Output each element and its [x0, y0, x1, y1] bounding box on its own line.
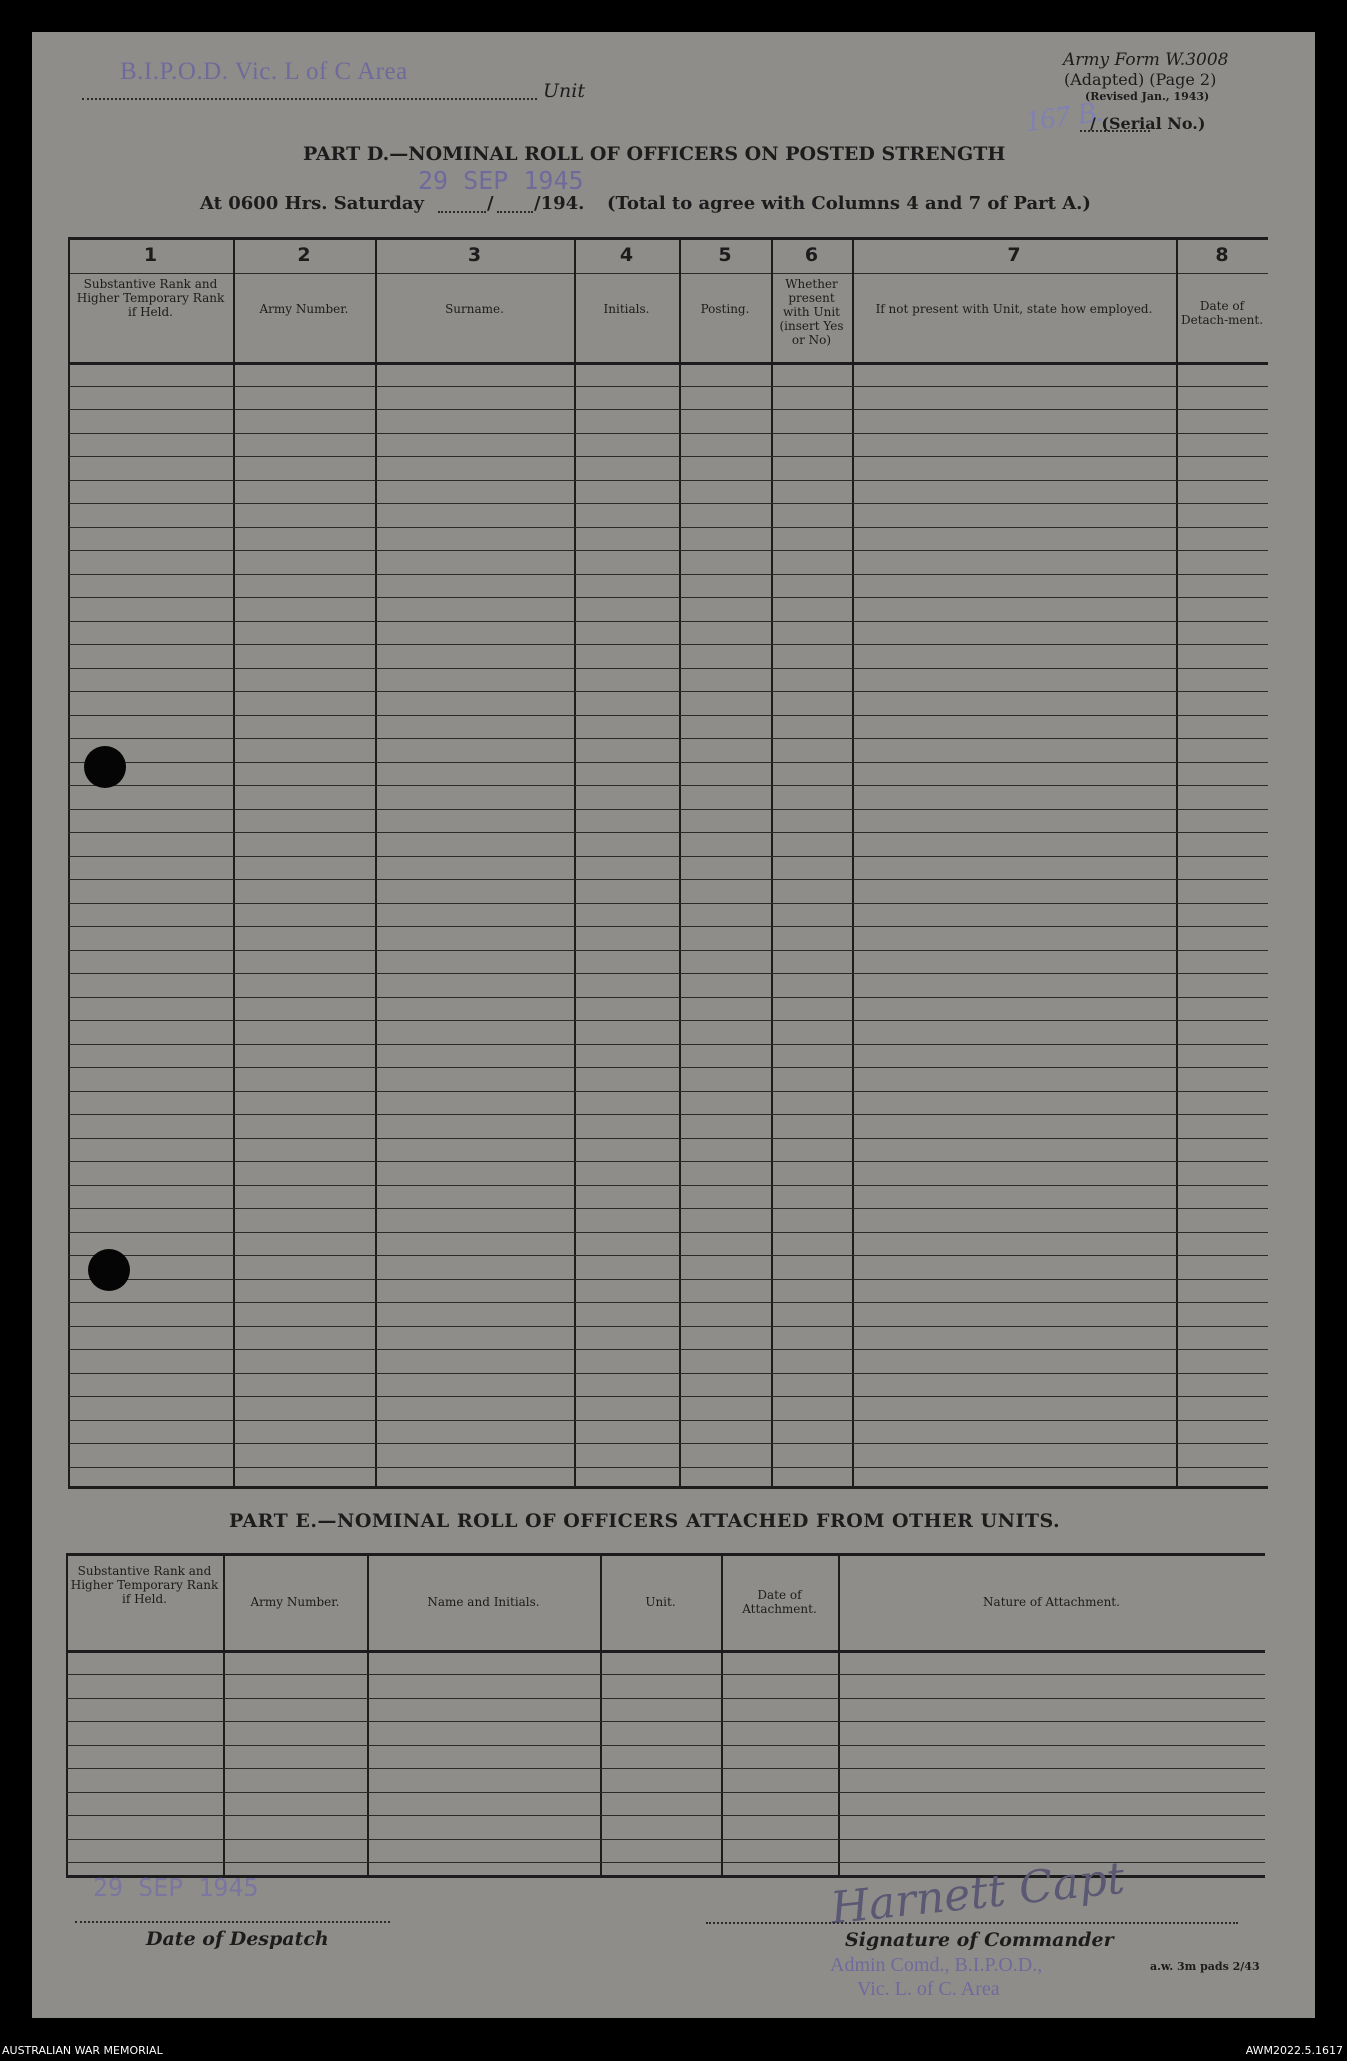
unit-label: Unit — [543, 80, 585, 102]
part-e-column-divider — [600, 1553, 602, 1875]
part-d-row-line — [68, 433, 1268, 434]
part-d-row-line — [68, 715, 1268, 716]
part-e-row-line — [66, 1674, 1265, 1675]
part-d-column-header: Surname. — [445, 302, 504, 316]
date-slash: / — [487, 193, 494, 214]
date-year: /194. — [534, 193, 585, 214]
part-d-column-number: 5 — [718, 244, 732, 266]
signature-scrawl: Harnett Capt — [828, 1852, 1127, 1935]
part-e-row-line — [66, 1815, 1265, 1816]
part-d-row-line — [68, 832, 1268, 833]
date-dotted-2 — [497, 211, 533, 213]
part-d-column-number: 2 — [297, 244, 311, 266]
part-d-row-line — [68, 527, 1268, 528]
part-d-row-line — [68, 644, 1268, 645]
part-d-row-line — [68, 1232, 1268, 1233]
part-d-column-divider — [375, 237, 377, 1486]
part-d-column-number: 7 — [1007, 244, 1021, 266]
part-d-row-line — [68, 621, 1268, 622]
part-d-row-line — [68, 1138, 1268, 1139]
print-code: a.w. 3m pads 2/43 — [1150, 1960, 1260, 1973]
part-d-row-line — [68, 785, 1268, 786]
part-d-row-line — [68, 809, 1268, 810]
at-hours-label: At 0600 Hrs. Saturday — [200, 193, 425, 214]
part-d-column-divider — [852, 237, 854, 1486]
part-d-row-line — [68, 409, 1268, 410]
part-d-title: PART D.—NOMINAL ROLL OF OFFICERS ON POSTED STRENGTH — [303, 143, 1006, 165]
part-d-row-line — [68, 903, 1268, 904]
part-e-row-line — [66, 1792, 1265, 1793]
part-d-row-line — [68, 597, 1268, 598]
part-e-title: PART E.—NOMINAL ROLL OF OFFICERS ATTACHED FROM OTHER UNITS. — [229, 1510, 1061, 1532]
part-d-row-line — [68, 386, 1268, 387]
part-e-left-edge — [66, 1553, 68, 1875]
part-d-row-line — [68, 762, 1268, 763]
part-d-row-line — [68, 738, 1268, 739]
part-d-row-line — [68, 1067, 1268, 1068]
part-d-number-rule — [68, 273, 1268, 274]
part-d-row-line — [68, 926, 1268, 927]
unit-dotted-line — [82, 98, 537, 100]
part-d-row-line — [68, 503, 1268, 504]
part-e-header-rule — [66, 1650, 1265, 1653]
part-d-row-line — [68, 1326, 1268, 1327]
part-d-column-number: 4 — [619, 244, 634, 266]
part-d-bottom-rule — [68, 1486, 1268, 1489]
part-d-row-line — [68, 1044, 1268, 1045]
part-e-column-header: Unit. — [645, 1595, 676, 1609]
part-e-row-line — [66, 1698, 1265, 1699]
part-d-row-line — [68, 1420, 1268, 1421]
part-d-row-line — [68, 574, 1268, 575]
part-d-row-line — [68, 1255, 1268, 1256]
part-e-column-header: Nature of Attachment. — [983, 1595, 1120, 1609]
command-stamp-line1: Admin Comd., B.I.P.O.D., — [830, 1954, 1043, 1976]
part-d-left-edge — [68, 237, 70, 1486]
part-d-column-divider — [771, 237, 773, 1486]
part-d-row-line — [68, 1349, 1268, 1350]
part-e-column-divider — [367, 1553, 369, 1875]
part-d-column-divider — [233, 237, 235, 1486]
part-e-column-divider — [721, 1553, 723, 1875]
part-d-row-line — [68, 480, 1268, 481]
part-d-column-divider — [1176, 237, 1178, 1486]
part-d-row-line — [68, 879, 1268, 880]
part-d-row-line — [68, 691, 1268, 692]
serial-number: 167 B. — [1023, 94, 1106, 139]
part-d-row-line — [68, 1208, 1268, 1209]
part-d-row-line — [68, 856, 1268, 857]
form-revised: (Revised Jan., 1943) — [1085, 90, 1210, 103]
command-stamp-line2: Vic. L. of C. Area — [857, 1978, 1000, 2000]
part-d-row-line — [68, 1185, 1268, 1186]
part-e-column-header: Name and Initials. — [427, 1595, 540, 1609]
total-note: (Total to agree with Columns 4 and 7 of Part A.) — [607, 193, 1091, 214]
part-d-column-divider — [679, 237, 681, 1486]
part-d-column-number: 1 — [143, 244, 158, 266]
archive-right-label: AWM2022.5.1617 — [1245, 2044, 1343, 2057]
part-e-column-divider — [223, 1553, 225, 1875]
part-d-row-line — [68, 997, 1268, 998]
part-d-row-line — [68, 1302, 1268, 1303]
part-e-column-header: Substantive Rank and Higher Temporary Rank if Held. — [70, 1564, 219, 1606]
part-d-column-header: Initials. — [603, 302, 650, 316]
part-d-top-rule — [68, 237, 1268, 240]
form-number: Army Form W.3008 — [1063, 50, 1229, 70]
archive-left-label: AUSTRALIAN WAR MEMORIAL — [2, 2044, 163, 2057]
part-d-column-number: 6 — [804, 244, 819, 266]
part-d-row-line — [68, 1467, 1268, 1468]
part-e-top-rule — [66, 1553, 1265, 1556]
despatch-date-stamp: 29 SEP 1945 — [93, 1873, 259, 1902]
part-d-row-line — [68, 1114, 1268, 1115]
part-d-column-header: Army Number. — [259, 302, 349, 316]
part-d-column-number: 8 — [1215, 244, 1229, 266]
punch-hole-top — [84, 746, 126, 788]
part-d-column-divider — [574, 237, 576, 1486]
part-e-column-header: Date of Attachment. — [742, 1588, 817, 1616]
part-d-row-line — [68, 1020, 1268, 1021]
part-e-column-header: Army Number. — [250, 1595, 340, 1609]
archive-footer — [0, 2040, 1347, 2061]
signature-label: Signature of Commander — [845, 1929, 1114, 1951]
part-d-column-header: If not present with Unit, state how employed. — [875, 302, 1153, 316]
serial-label: / (Serial No.) — [1090, 114, 1206, 133]
part-d-column-header: Date of Detach-ment. — [1180, 299, 1264, 327]
date-dotted-1 — [438, 211, 486, 213]
part-d-date-stamp: 29 SEP 1945 — [418, 166, 584, 195]
part-e-row-line — [66, 1745, 1265, 1746]
part-d-column-number: 3 — [467, 244, 482, 266]
part-e-row-line — [66, 1721, 1265, 1722]
part-d-row-line — [68, 1443, 1268, 1444]
part-e-row-line — [66, 1768, 1265, 1769]
part-d-header-rule — [68, 362, 1268, 365]
part-d-row-line — [68, 456, 1268, 457]
signature-dotted-line — [706, 1922, 1238, 1924]
part-e-row-line — [66, 1839, 1265, 1840]
part-d-row-line — [68, 1161, 1268, 1162]
despatch-dotted-line — [75, 1921, 390, 1923]
part-d-row-line — [68, 1091, 1268, 1092]
part-d-row-line — [68, 950, 1268, 951]
part-e-column-divider — [838, 1553, 840, 1875]
despatch-label: Date of Despatch — [146, 1928, 329, 1950]
part-d-row-line — [68, 973, 1268, 974]
part-d-row-line — [68, 1279, 1268, 1280]
part-d-column-header: Posting. — [700, 302, 750, 316]
part-d-row-line — [68, 1396, 1268, 1397]
form-adapted: (Adapted) (Page 2) — [1064, 70, 1217, 89]
part-d-row-line — [68, 668, 1268, 669]
part-d-column-header: Whether present with Unit (insert Yes or No) — [779, 277, 844, 347]
punch-hole-bottom — [88, 1249, 130, 1291]
unit-stamp: B.I.P.O.D. Vic. L of C Area — [120, 58, 408, 85]
part-d-column-header: Substantive Rank and Higher Temporary Rank if Held. — [76, 277, 225, 319]
part-d-row-line — [68, 1373, 1268, 1374]
part-d-row-line — [68, 550, 1268, 551]
